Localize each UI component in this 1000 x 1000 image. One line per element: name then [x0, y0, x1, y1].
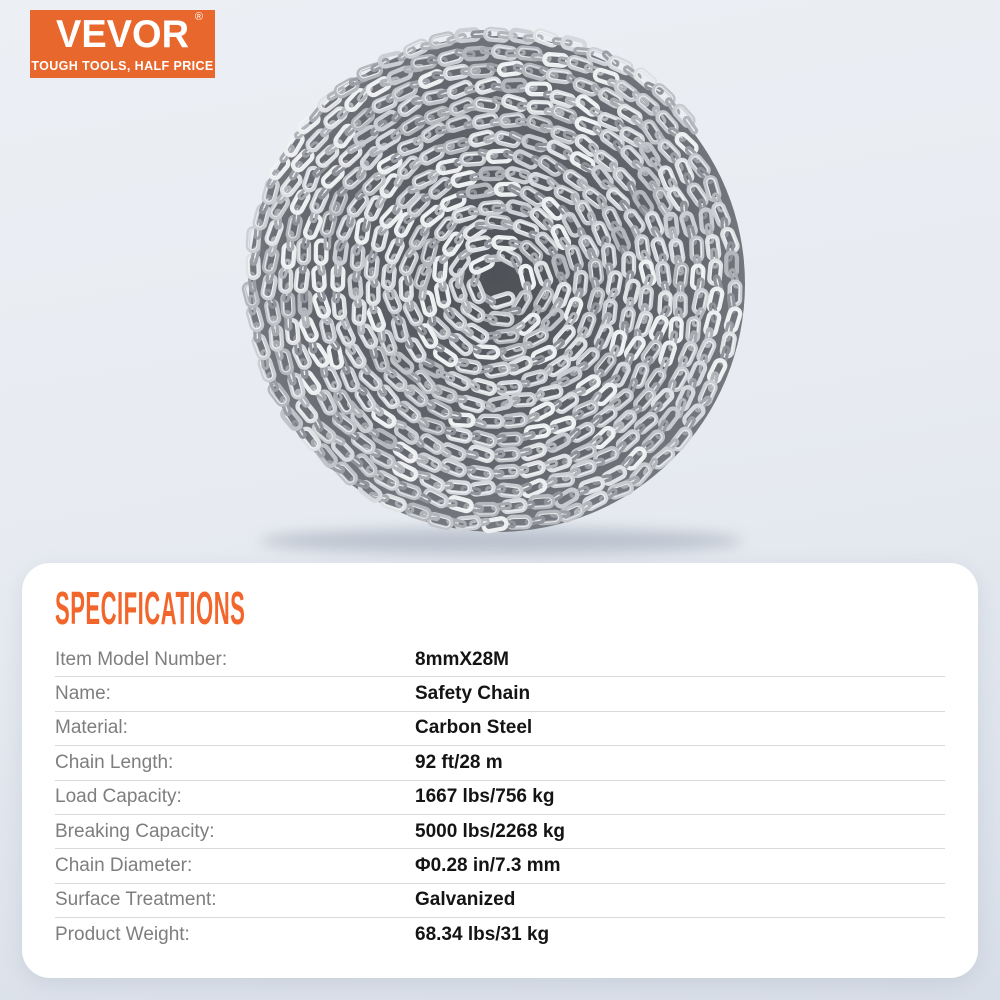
brand-name-row: [55, 10, 204, 56]
spec-label: Name:: [55, 683, 111, 705]
spec-table: [55, 643, 945, 952]
spec-value: Safety Chain: [415, 683, 531, 705]
spec-label: Chain Diameter:: [55, 855, 193, 877]
spec-value: 8mmX28M: [415, 648, 509, 670]
spec-value: 92 ft/28 m: [415, 751, 503, 773]
spec-value: 1667 lbs/756 kg: [415, 786, 555, 808]
registered-trademark-icon: ®: [194, 10, 204, 23]
spec-value: 5000 lbs/2268 kg: [415, 820, 565, 842]
spec-label: Product Weight:: [55, 923, 190, 945]
spec-row-chain-length: [55, 746, 945, 780]
vevor-logo: [30, 10, 215, 78]
spec-row-breaking-capacity: [55, 815, 945, 849]
spec-row-product-weight: [55, 918, 945, 951]
spec-row-surface-treatment: [55, 884, 945, 918]
spec-label: Breaking Capacity:: [55, 820, 215, 842]
spec-label: Load Capacity:: [55, 786, 182, 808]
spec-value: 68.34 lbs/31 kg: [415, 923, 550, 945]
spec-label: Item Model Number:: [55, 648, 228, 670]
spec-label: Material:: [55, 717, 128, 739]
spec-value: Φ0.28 in/7.3 mm: [415, 855, 561, 877]
brand-tagline: TOUGH TOOLS, HALF PRICE: [31, 58, 214, 73]
spec-row-material: [55, 712, 945, 746]
spec-row-name: [55, 677, 945, 711]
spec-row-load-capacity: [55, 781, 945, 815]
spec-label: Surface Treatment:: [55, 889, 217, 911]
spec-row-model: [55, 643, 945, 677]
specs-card: [22, 563, 978, 978]
specs-title: SPECIFICATIONS: [55, 582, 246, 634]
brand-name: VEVOR: [55, 13, 190, 56]
spec-label: Chain Length:: [55, 751, 174, 773]
spec-row-chain-diameter: [55, 849, 945, 883]
spec-value: Carbon Steel: [415, 717, 533, 739]
spec-value: Galvanized: [415, 889, 516, 911]
